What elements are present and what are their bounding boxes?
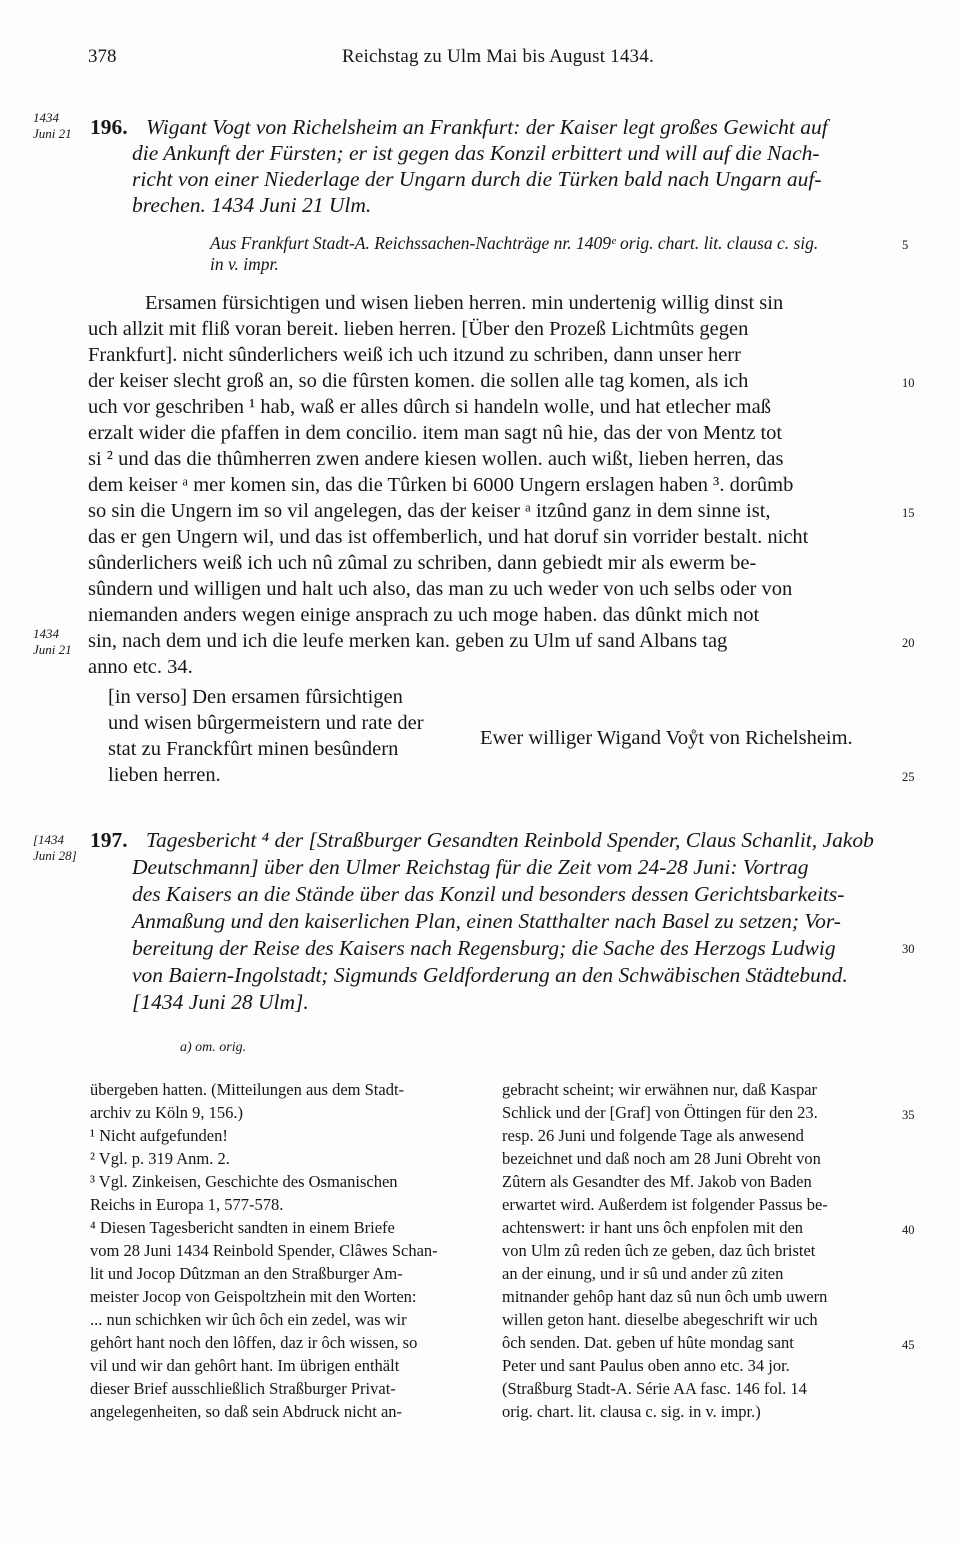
doc196-heading-line: brechen. 1434 Juni 21 Ulm. [132,193,372,217]
doc196-number: 196. [90,115,128,139]
line-number: 30 [902,942,915,956]
doc197-heading-line: Deutschmann] über den Ulmer Reichstag für die Zeit vom 24-28 Juni: Vortrag [132,855,809,879]
footnote-right-line: gebracht scheint; wir erwähnen nur, daß Kaspar [502,1080,818,1099]
doc196-address-line: [in verso] Den ersamen fûrsichtigen [108,686,403,708]
doc196-text-line: so sin die Ungern im so vil angelegen, das der keiser ᵃ itzûnd ganz in dem sinne ist, [88,500,771,522]
doc196-text-line: sûndern und willigen und halt uch also, das man zu uch weder von uch selbs oder von [88,578,793,600]
line-number: 45 [902,1338,915,1352]
footnote-right-line: ôch senden. Dat. geben uf hûte mondag sant [502,1333,794,1352]
doc197-heading-line: [1434 Juni 28 Ulm]. [132,990,309,1014]
line-number: 15 [902,506,915,520]
line-number: 25 [902,770,915,784]
doc196-text-line: Ersamen fürsichtigen und wisen lieben herren. min undertenig willig dinst sin [145,292,784,314]
footnote-right-line: (Straßburg Stadt-A. Série AA fasc. 146 fol. 14 [502,1379,807,1398]
footnote-left-line: vil und wir dan gehôrt hant. Im übrigen enthält [90,1356,400,1375]
footnote-right-line: Peter und sant Paulus oben anno etc. 34 jor. [502,1356,790,1375]
footnote-left-line: dieser Brief ausschließlich Straßburger Privat- [90,1379,396,1398]
footnote-right-line: willen geton hant. dieselbe abegeschrift wir uch [502,1310,818,1329]
footnote-left-line: ³ Vgl. Zinkeisen, Geschichte des Osmanischen [90,1172,398,1191]
line-number: 20 [902,636,915,650]
doc196-end-margin-day: Juni 21 [33,642,72,657]
doc197-heading-line: von Baiern-Ingolstadt; Sigmunds Geldforderung an den Schwäbischen Städtebund. [132,963,848,987]
variant-note: a) om. orig. [180,1040,247,1055]
footnote-right-line: von Ulm zû reden ûch ze geben, daz ûch bristet [502,1241,816,1260]
page-number: 378 [88,46,117,67]
doc197-number: 197. [90,828,128,852]
doc196-text-line: das er gen Ungern wil, und das ist offemberlich, und hat doruf sin vorrider bestalt. nicht [88,526,809,548]
footnote-left-line: lit und Jocop Dûtzman an den Straßburger Am- [90,1264,403,1283]
doc196-text-line: dem keiser ᵃ mer komen sin, das die Tûrken bi 6000 Ungern erslagen haben ³. dorûmb [88,474,794,496]
doc197-margin-year: [1434 [33,832,65,847]
doc196-margin-year: 1434 [33,110,59,125]
doc197-heading-line: bereitung der Reise des Kaisers nach Regensburg; die Sache des Herzogs Ludwig [132,936,836,960]
doc196-text-line: uch vor geschriben ¹ hab, waß er alles dûrch si handeln wolle, und hat etlecher maß [88,396,771,418]
footnote-right-line: erwartet wird. Außerdem ist folgender Passus be- [502,1195,828,1214]
footnote-left-line: ... nun schichken wir ûch ôch ein zedel, was wir [90,1310,407,1329]
footnote-left-line: gehôrt hant noch den lôffen, daz ir ôch wissen, so [90,1333,418,1352]
doc196-signature: Ewer williger Wigand Voẙt von Richelsheim. [480,727,853,749]
footnote-right-line: Schlick und der [Graf] von Öttingen für den 23. [502,1103,818,1122]
doc196-text-line: sin, nach dem und ich die leufe merken kan. geben zu Ulm uf sand Albans tag [88,630,728,652]
footnote-right-line: achtenswert: ir hant uns ôch enpfolen mit den [502,1218,804,1237]
doc196-address-line: und wisen bûrgermeistern und rate der [108,712,424,734]
running-title: Reichstag zu Ulm Mai bis August 1434. [342,46,654,67]
footnote-left-line: vom 28 Juni 1434 Reinbold Spender, Clâwes Schan- [90,1241,438,1260]
line-number: 5 [902,238,909,252]
doc196-text-line: sûnderlichers weiß ich uch nû zûmal zu schriben, dann gebiedt mir als ewerm be- [88,552,757,574]
doc196-heading-line: die Ankunft der Fürsten; er ist gegen das Konzil erbittert und will auf die Nach- [132,141,820,165]
doc197-heading-line: Tagesbericht ⁴ der [Straßburger Gesandten Reinbold Spender, Claus Schanlit, Jakob [146,828,874,852]
doc196-heading-line: richt von einer Niederlage der Ungarn durch die Türken bald nach Ungarn auf- [132,167,822,191]
doc196-source-line: Aus Frankfurt Stadt-A. Reichssachen-Nachträge nr. 1409ᵉ orig. chart. lit. clausa c. sig. [210,233,819,253]
line-number: 35 [902,1108,915,1122]
footnote-left-line: archiv zu Köln 9, 156.) [90,1103,244,1122]
doc196-address-line: stat zu Franckfûrt minen besûndern [108,738,399,760]
doc196-text-line: der keiser slecht groß an, so die fûrsten komen. die sollen alle tag komen, als ich [88,370,749,392]
footnote-left-line: Reichs in Europa 1, 577-578. [90,1195,284,1214]
doc196-source-line: in v. impr. [210,254,279,274]
footnote-left-line: übergeben hatten. (Mitteilungen aus dem Stadt- [90,1080,405,1099]
doc196-address-line: lieben herren. [108,764,221,786]
footnote-left-line: ¹ Nicht aufgefunden! [90,1126,228,1145]
footnote-right-line: orig. chart. lit. clausa c. sig. in v. impr.) [502,1402,761,1421]
footnote-right-line: resp. 26 Juni und folgende Tage als anwesend [502,1126,804,1145]
footnote-right-line: bezeichnet und daß noch am 28 Juni Obreht von [502,1149,821,1168]
doc196-text-line: si ² und das die thûmherren zwen andere kiesen wollen. auch wißt, lieben herren, das [88,448,784,470]
doc196-heading-line: Wigant Vogt von Richelsheim an Frankfurt: der Kaiser legt großes Gewicht auf [146,115,828,139]
doc196-text-line: niemanden anders wegen einige ansprach zu uch moge haben. das dûnkt mich not [88,604,760,626]
footnote-right-line: an der einung, und ir sû und ander zû ziten [502,1264,784,1283]
footnote-left-line: ² Vgl. p. 319 Anm. 2. [90,1149,230,1168]
doc197-margin-day: Juni 28] [33,848,77,863]
footnote-right-line: Zûtern als Gesandter des Mf. Jakob von Baden [502,1172,812,1191]
doc196-text-line: Frankfurt]. nicht sûnderlichers weiß ich uch itzund zu schriben, dann unser herr [88,344,741,366]
line-number: 40 [902,1223,915,1237]
line-number: 10 [902,376,915,390]
footnote-left-line: angelegenheiten, so daß sein Abdruck nicht an- [90,1402,403,1421]
doc196-text-line: anno etc. 34. [88,656,193,678]
doc197-heading-line: Anmaßung und den kaiserlichen Plan, einen Statthalter nach Basel zu setzen; Vor- [132,909,841,933]
footnote-left-line: meister Jocop von Geispoltzhein mit den Worten: [90,1287,417,1306]
doc196-text-line: uch allzit mit fliß voran bereit. lieben herren. [Über den Prozeß Lichtmûts gegen [88,318,749,340]
doc196-text-line: erzalt wider die pfaffen in dem concilio. item man sagt nû hie, das der von Mentz tot [88,422,783,444]
doc197-heading-line: des Kaisers an die Stände über das Konzil und besonders dessen Gerichtsbarkeits- [132,882,845,906]
doc196-end-margin-year: 1434 [33,626,59,641]
footnote-left-line: ⁴ Diesen Tagesbericht sandten in einem Briefe [90,1218,395,1237]
footnote-right-line: mitnander gehôp hant daz sû nun ôch umb uwern [502,1287,828,1306]
doc196-margin-day: Juni 21 [33,126,72,141]
